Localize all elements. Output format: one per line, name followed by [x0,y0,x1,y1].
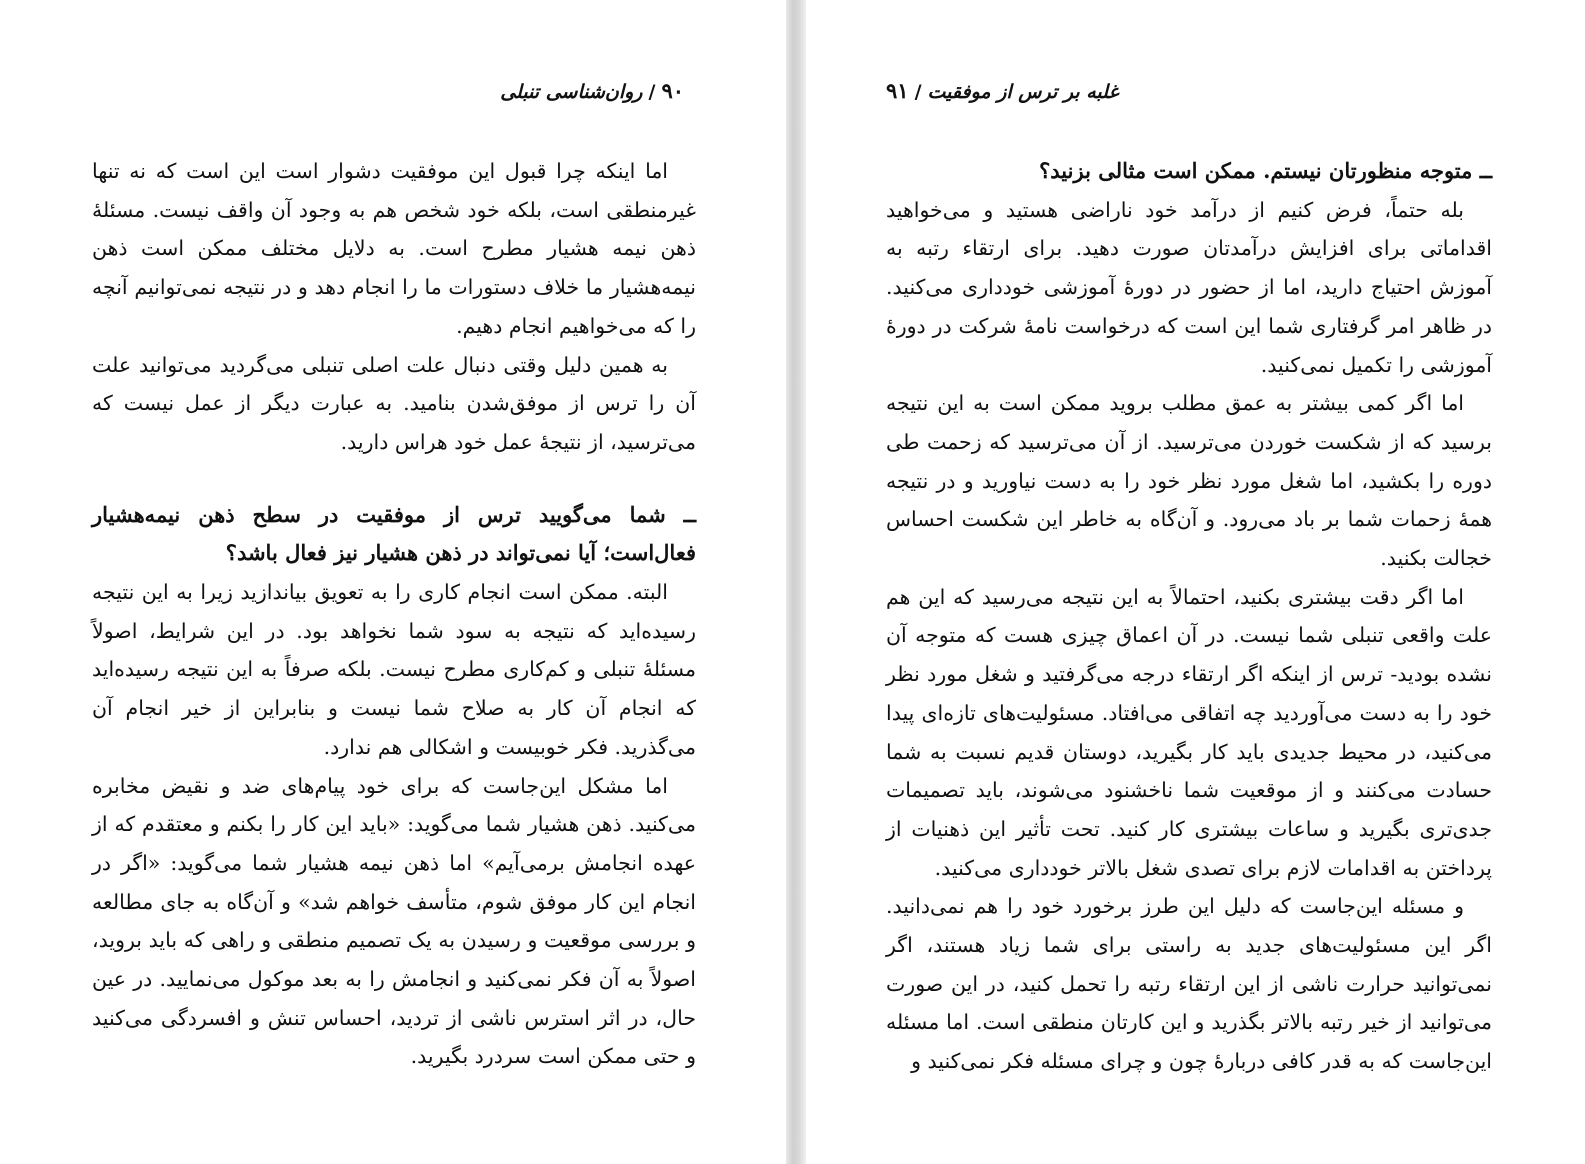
paragraph: به همین دلیل وقتی دنبال علت اصلی تنبلی می‌گردید می‌توانید علت آن را ترس از موفق‌شدن بنامید. به عبارت دیگر از عمل نیست که می‌ترسید، از نتیجهٔ عمل خود هراس دارید. [92,352,696,454]
left-page-body [92,152,696,1076]
left-page-header [500,78,684,103]
right-page-header [886,78,1118,103]
right-header-separator: / [914,81,922,103]
right-page-body [886,152,1492,1081]
paragraph: اما اینکه چرا قبول این موفقیت دشوار است این است که نه تنها غیرمنطقی است، بلکه خود شخص هم به وجود آن واقف نیست. مسئلهٔ ذهن نیمه هشیار مطرح است. به دلایل مختلف ممکن است ذهن نیمه‌هشیار ما خلاف دستورات ما را انجام دهد و در نتیجه نمی‌توانیم آنچه را که می‌خواهیم انجام دهیم. [92,159,696,338]
left-page [0,0,786,1164]
right-page-number: ۹۱ [886,78,909,103]
left-running-title: روان‌شناسی تنبلی [500,81,643,103]
paragraph: و مسئله این‌جاست که دلیل این طرز برخورد خود را هم نمی‌دانید. اگر این مسئولیت‌های جدید به راستی برای شما زیاد هستند، اگر نمی‌توانید حرارت ناشی از این ارتقاء رتبه را تحمل کنید، در این صورت می‌توانید از خیر رتبه بالاتر بگذرید و این کارتان منطقی است. اما مسئله این‌جاست که به قدر کافی دربارهٔ چون و چرای مسئله فکر نمی‌کنید و [886,894,1492,1074]
left-header-separator: / [648,81,656,103]
paragraph: اما اگر دقت بیشتری بکنید، احتمالاً به این نتیجه می‌رسید که این هم علت واقعی تنبلی شما نیست. در آن اعماق چیزی هست که متوجه آن نشده بودید‐ ترس از اینکه اگر ارتقاء درجه می‌گرفتید و شغل مورد نظر خود را به دست می‌آوردید چه اتفاقی می‌افتاد. مسئولیت‌های تازه‌ای پیدا می‌کنید، در محیط جدیدی باید کار بگیرید، دوستان قدیم نسبت به شما حسادت می‌کنند و از موقعیت شما ناخشنود می‌شوند، باید تصمیمات جدی‌تری بگیرید و ساعات بیشتری کار کنید. تحت تأثیر این ذهنیات از پرداختن به اقدامات لازم برای تصدی شغل بالاتر خودداری می‌کنید. [886,584,1492,880]
paragraph: بله حتماً، فرض کنیم از درآمد خود ناراضی هستید و می‌خواهید اقداماتی برای افزایش درآمدتان صورت دهید. برای ارتقاء رتبه به آموزش احتیاج دارید، اما از حضور در دورهٔ آموزشی خودداری می‌کنید. در ظاهر امر گرفتاری شما این است که درخواست نامهٔ شرکت در دورهٔ آموزشی را تکمیل نمی‌کنید. [886,197,1492,377]
paragraph: اما مشکل این‌جاست که برای خود پیام‌های ضد و نقیض مخابره می‌کنید. ذهن هشیار شما می‌گوید: «باید این کار را بکنم و معتقدم که از عهده انجامش برمی‌آیم» اما ذهن نیمه هشیار شما می‌گوید: «اگر در انجام این کار موفق شوم، متأسف خواهم شد» و آن‌گاه به جای مطالعه و بررسی موقعیت و رسیدن به یک تصمیم منطقی و راهی که باید بروید، اصولاً به آن فکر نمی‌کنید و انجامش را به بعد موکول می‌نمایید. در عین حال، در اثر استرس ناشی از تردید، احساس تنش و افسردگی می‌کنید و حتی ممکن است سردرد بگیرید. [92,773,696,1069]
question-heading: ــ شما می‌گویید ترس از موفقیت در سطح ذهن نیمه‌هشیار فعال‌است؛ آیا نمی‌تواند در ذهن هشیار نیز فعال باشد؟ [92,501,696,566]
left-page-number: ۹۰ [661,78,684,103]
paragraph: البته. ممکن است انجام کاری را به تعویق بیاندازید زیرا به این نتیجه رسیده‌اید که نتیجه به سود شما نخواهد بود. در این شرایط، اصولاً مسئلهٔ تنبلی و کم‌کاری مطرح نیست. بلکه صرفاً به این نتیجه رسیده‌اید که انجام آن کار به صلاح شما نیست و بنابراین از خیر انجام آن می‌گذرید. فکر خوبیست و اشکالی هم ندارد. [92,580,696,759]
book-gutter [786,0,806,1164]
paragraph: اما اگر کمی بیشتر به عمق مطلب بروید ممکن است به این نتیجه برسید که از شکست خوردن می‌ترسید. از آن می‌ترسید که زحمت طی دوره را بکشید، اما شغل مورد نظر خود را به دست نیاورید و در نتیجه همهٔ زحمات شما بر باد می‌رود. و آن‌گاه به خاطر این شکست احساس خجالت بکنید. [886,391,1492,571]
right-page [806,0,1585,1164]
question-heading: ــ متوجه منظورتان نیستم. ممکن است مثالی بزنید؟ [1039,158,1492,183]
right-running-title: غلبه بر ترس از موفقیت [927,81,1119,103]
